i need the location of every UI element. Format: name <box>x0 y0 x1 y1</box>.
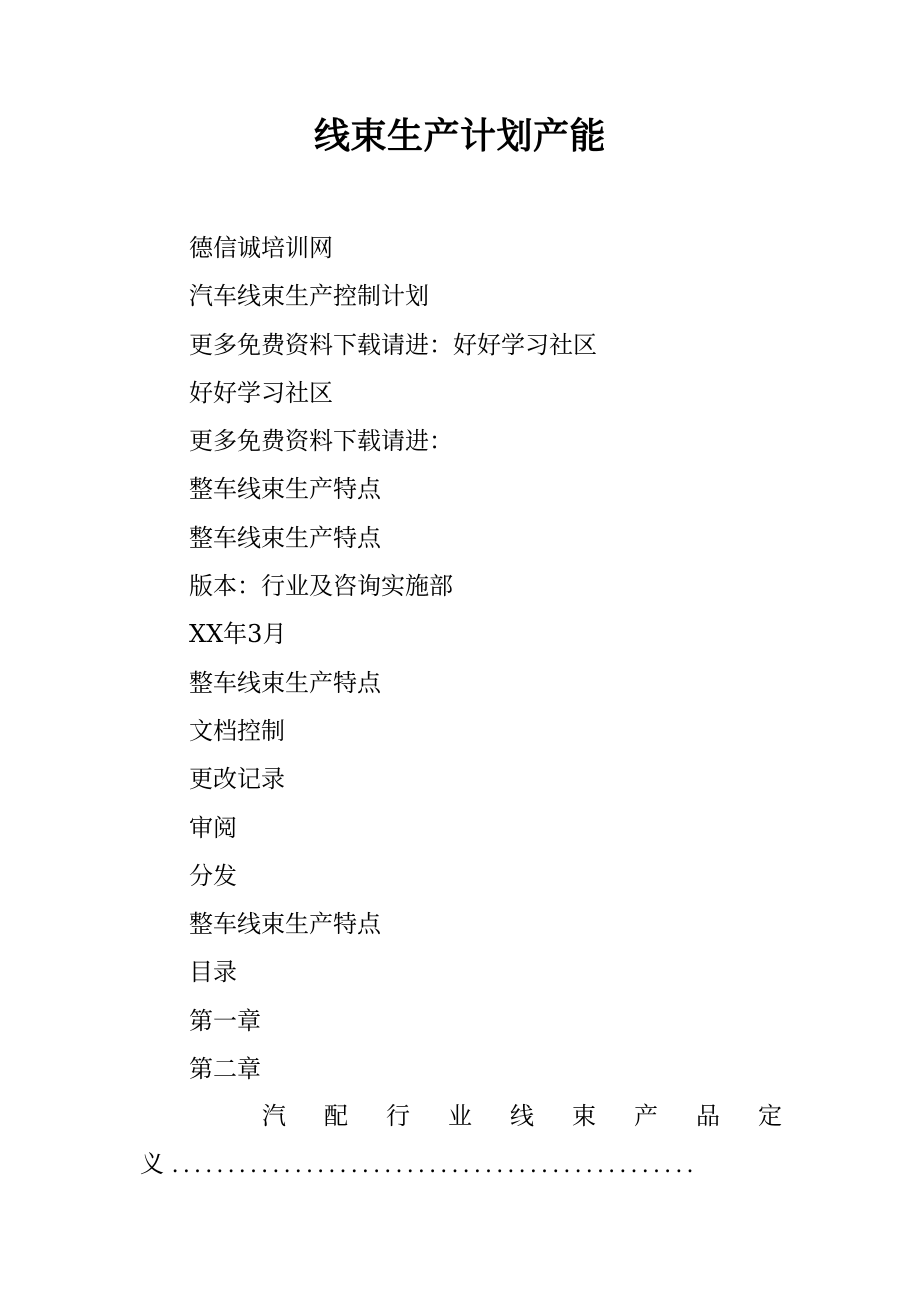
text-line: XX年3月 <box>189 620 287 649</box>
toc-char: 定 <box>758 1102 782 1130</box>
toc-entry-continuation <box>140 1144 790 1184</box>
toc-char: 汽 <box>262 1102 286 1130</box>
text-line: 第二章 <box>189 1055 261 1084</box>
toc-char: 行 <box>386 1102 410 1130</box>
document-body <box>189 228 597 1097</box>
toc-char: 配 <box>324 1102 348 1130</box>
text-line: 好好学习社区 <box>189 378 333 407</box>
text-line: 审阅 <box>189 813 237 842</box>
toc-char: 业 <box>448 1102 472 1130</box>
text-line: 更改记录 <box>189 765 285 794</box>
toc-char: 品 <box>696 1102 720 1130</box>
text-line: 整车线束生产特点 <box>189 910 381 939</box>
text-line: 德信诚培训网 <box>189 234 333 262</box>
text-line: 更多免费资料下载请进：好好学习社区 <box>189 330 597 359</box>
toc-char: 束 <box>572 1102 596 1130</box>
text-line: 整车线束生产特点 <box>189 668 381 697</box>
text-line: 整车线束生产特点 <box>189 523 381 552</box>
toc-wrap-char: 义 <box>140 1150 164 1178</box>
text-line: 目录 <box>189 958 237 987</box>
text-line: 分发 <box>189 861 237 890</box>
text-line: 汽车线束生产控制计划 <box>189 282 429 311</box>
toc-char: 产 <box>634 1102 658 1130</box>
text-line: 第一章 <box>189 1006 261 1035</box>
text-line: 更多免费资料下载请进： <box>189 427 453 456</box>
toc-entry <box>262 1096 782 1136</box>
text-line: 版本：行业及咨询实施部 <box>189 572 453 601</box>
toc-char: 线 <box>510 1102 534 1130</box>
text-line: 文档控制 <box>189 716 285 745</box>
text-line: 整车线束生产特点 <box>189 475 381 504</box>
toc-leader-dots: ............................................... <box>171 1153 698 1178</box>
document-title: 线束生产计划产能 <box>313 115 606 157</box>
